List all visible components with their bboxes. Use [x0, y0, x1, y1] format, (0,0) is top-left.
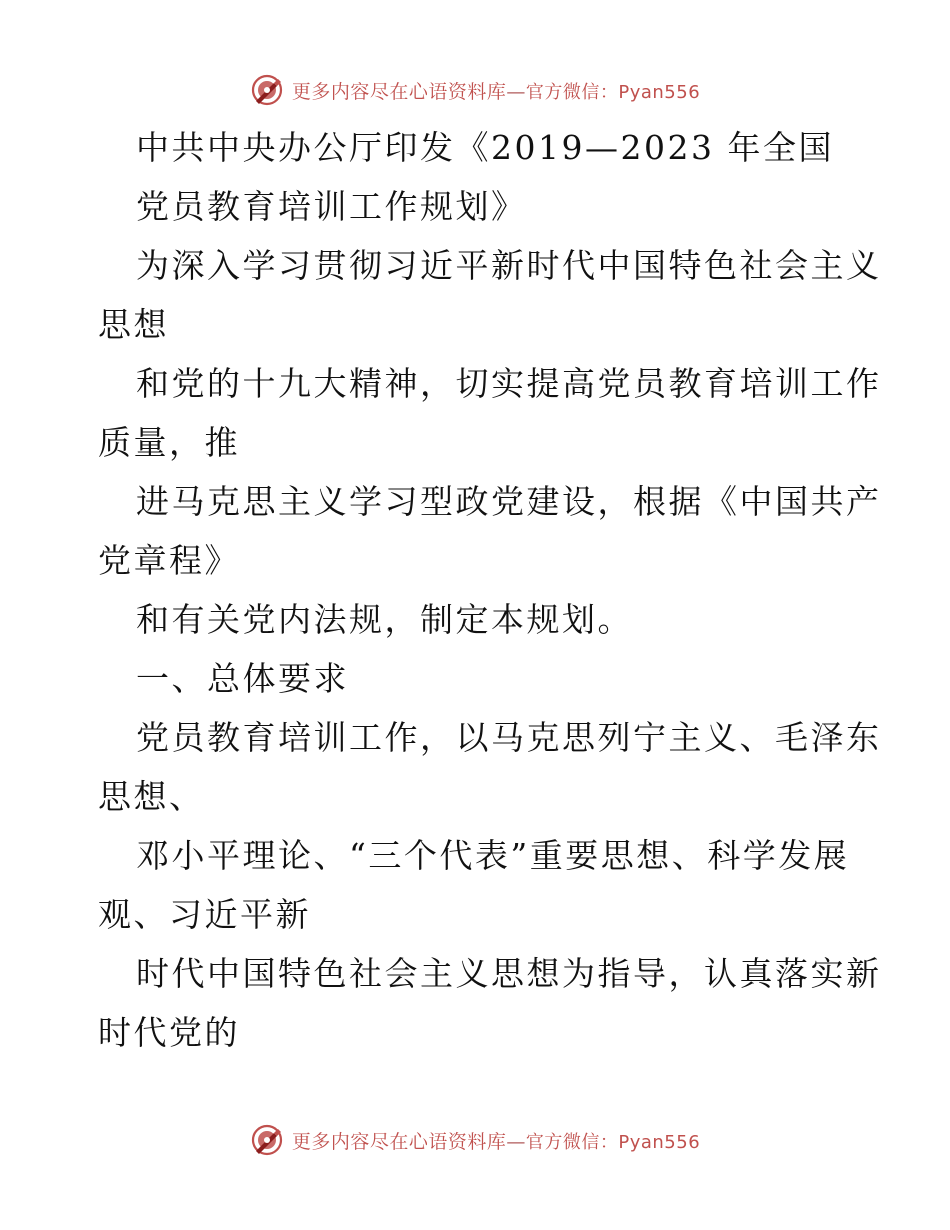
document-body [98, 118, 882, 1062]
paragraph-line: 党员教育培训工作，以马克思列宁主义、毛泽东 [136, 718, 882, 757]
paragraph-line: 邓小平理论、“三个代表”重要思想、科学发展 [136, 836, 850, 875]
paragraph-line: 时代中国特色社会主义思想为指导，认真落实新 [136, 954, 882, 993]
banner-wechat-text: 官方微信：Pyan556 [525, 1131, 701, 1153]
paragraph-line: 党章程》 [98, 541, 240, 580]
paragraph-line: 和有关党内法规，制定本规划。 [136, 600, 633, 639]
section-heading: 一、总体要求 [136, 659, 349, 698]
paragraph-line: 和党的十九大精神，切实提高党员教育培训工作 [136, 364, 882, 403]
paragraph-line: 进马克思主义学习型政党建设，根据《中国共产 [136, 482, 882, 521]
banner-wechat-text: 官方微信：Pyan556 [525, 81, 701, 103]
pen-seal-icon [250, 1123, 284, 1157]
paragraph-line: 时代党的 [98, 1013, 240, 1052]
paragraph-line: 为深入学习贯彻习近平新时代中国特色社会主义 [136, 246, 882, 285]
banner-site-text: 更多内容尽在心语资料库 [291, 1130, 507, 1153]
paragraph-line: 观、习近平新 [98, 895, 311, 934]
paragraph-line: 思想 [98, 305, 169, 344]
footer-banner [0, 1120, 950, 1160]
document-title-line-1: 中共中央办公厅印发《2019—2023 年全国 [136, 128, 834, 167]
paragraph-line: 质量，推 [98, 423, 240, 462]
banner-separator: — [506, 1130, 526, 1153]
document-title-line-2: 党员教育培训工作规划》 [136, 187, 527, 226]
header-banner [0, 70, 950, 110]
pen-seal-icon [250, 73, 284, 107]
banner-site-text: 更多内容尽在心语资料库 [291, 80, 507, 103]
banner-separator: — [506, 80, 526, 103]
paragraph-line: 思想、 [98, 777, 205, 816]
